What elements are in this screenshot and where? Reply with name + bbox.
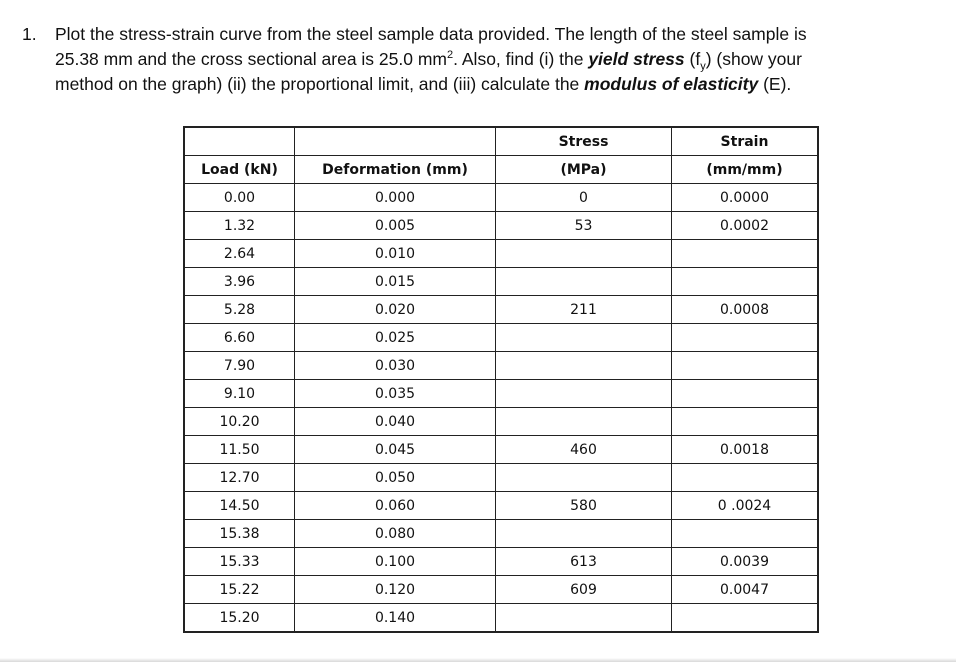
problem-line-3b: (E). bbox=[758, 74, 792, 94]
table-row bbox=[184, 436, 818, 464]
stress-cell: 460 bbox=[496, 436, 672, 464]
load-cell: 7.90 bbox=[184, 352, 295, 380]
table-body bbox=[184, 184, 818, 633]
table-row bbox=[184, 324, 818, 352]
strain-cell bbox=[672, 268, 819, 296]
deformation-cell: 0.005 bbox=[295, 212, 496, 240]
stress-cell bbox=[496, 604, 672, 633]
strain-cell: 0.0000 bbox=[672, 184, 819, 212]
deformation-cell: 0.140 bbox=[295, 604, 496, 633]
table-row bbox=[184, 240, 818, 268]
problem-line-2a: 25.38 mm and the cross sectional area is 25.0 mm bbox=[55, 49, 447, 69]
stress-cell: 609 bbox=[496, 576, 672, 604]
strain-cell bbox=[672, 380, 819, 408]
problem-number: 1. bbox=[22, 24, 37, 44]
deformation-cell: 0.100 bbox=[295, 548, 496, 576]
stress-cell: 0 bbox=[496, 184, 672, 212]
problem-statement bbox=[22, 22, 922, 97]
stress-cell: 580 bbox=[496, 492, 672, 520]
load-cell: 3.96 bbox=[184, 268, 295, 296]
load-cell: 5.28 bbox=[184, 296, 295, 324]
yield-subscript: y bbox=[700, 60, 706, 73]
stress-cell bbox=[496, 324, 672, 352]
load-cell: 2.64 bbox=[184, 240, 295, 268]
deformation-cell: 0.020 bbox=[295, 296, 496, 324]
stress-cell bbox=[496, 464, 672, 492]
load-cell: 15.38 bbox=[184, 520, 295, 548]
strain-cell bbox=[672, 604, 819, 633]
load-cell: 12.70 bbox=[184, 464, 295, 492]
stress-cell: 211 bbox=[496, 296, 672, 324]
stress-cell: 53 bbox=[496, 212, 672, 240]
load-cell: 10.20 bbox=[184, 408, 295, 436]
strain-cell: 0.0002 bbox=[672, 212, 819, 240]
table-row bbox=[184, 380, 818, 408]
strain-cell: 0.0047 bbox=[672, 576, 819, 604]
stress-cell: 613 bbox=[496, 548, 672, 576]
header-deformation: Deformation (mm) bbox=[295, 156, 496, 184]
problem-line-3a: method on the graph) (ii) the proportional limit, and (iii) calculate the bbox=[55, 74, 585, 94]
strain-cell: 0.0018 bbox=[672, 436, 819, 464]
load-cell: 0.00 bbox=[184, 184, 295, 212]
problem-line-1: Plot the stress-strain curve from the steel sample data provided. The length of the steel sample is bbox=[55, 24, 807, 44]
deformation-cell: 0.030 bbox=[295, 352, 496, 380]
table-row bbox=[184, 520, 818, 548]
problem-text bbox=[55, 22, 922, 97]
strain-cell bbox=[672, 464, 819, 492]
stress-cell bbox=[496, 268, 672, 296]
load-cell: 14.50 bbox=[184, 492, 295, 520]
header-load: Load (kN) bbox=[184, 156, 295, 184]
deformation-cell: 0.015 bbox=[295, 268, 496, 296]
header-def-top bbox=[295, 127, 496, 156]
deformation-cell: 0.010 bbox=[295, 240, 496, 268]
header-row-bottom bbox=[184, 156, 818, 184]
deformation-cell: 0.060 bbox=[295, 492, 496, 520]
load-cell: 1.32 bbox=[184, 212, 295, 240]
area-exponent: 2 bbox=[447, 49, 454, 62]
table-row bbox=[184, 268, 818, 296]
stress-cell bbox=[496, 520, 672, 548]
table-row bbox=[184, 464, 818, 492]
header-row-top bbox=[184, 127, 818, 156]
table-row bbox=[184, 408, 818, 436]
strain-cell bbox=[672, 352, 819, 380]
table-row bbox=[184, 212, 818, 240]
header-load-top bbox=[184, 127, 295, 156]
stress-cell bbox=[496, 240, 672, 268]
deformation-cell: 0.025 bbox=[295, 324, 496, 352]
header-strain-top: Strain bbox=[672, 127, 819, 156]
load-cell: 15.20 bbox=[184, 604, 295, 633]
strain-cell bbox=[672, 408, 819, 436]
strain-cell: 0 .0024 bbox=[672, 492, 819, 520]
strain-cell: 0.0039 bbox=[672, 548, 819, 576]
problem-line-2d: ) (show your bbox=[705, 49, 802, 69]
deformation-cell: 0.040 bbox=[295, 408, 496, 436]
strain-cell bbox=[672, 324, 819, 352]
table-row bbox=[184, 296, 818, 324]
table-row bbox=[184, 576, 818, 604]
strain-cell bbox=[672, 520, 819, 548]
modulus-label: modulus of elasticity bbox=[584, 74, 759, 94]
table-row bbox=[184, 352, 818, 380]
load-cell: 11.50 bbox=[184, 436, 295, 464]
deformation-cell: 0.035 bbox=[295, 380, 496, 408]
table-row bbox=[184, 548, 818, 576]
stress-cell bbox=[496, 380, 672, 408]
deformation-cell: 0.080 bbox=[295, 520, 496, 548]
yield-stress-label: yield stress bbox=[588, 49, 685, 69]
table-row bbox=[184, 492, 818, 520]
load-cell: 6.60 bbox=[184, 324, 295, 352]
stress-cell bbox=[496, 352, 672, 380]
deformation-cell: 0.120 bbox=[295, 576, 496, 604]
steel-sample-data-table bbox=[183, 126, 819, 633]
header-stress-top: Stress bbox=[496, 127, 672, 156]
table-row bbox=[184, 184, 818, 212]
page-edge bbox=[0, 658, 956, 662]
load-cell: 15.22 bbox=[184, 576, 295, 604]
table-row bbox=[184, 604, 818, 633]
deformation-cell: 0.050 bbox=[295, 464, 496, 492]
deformation-cell: 0.000 bbox=[295, 184, 496, 212]
deformation-cell: 0.045 bbox=[295, 436, 496, 464]
load-cell: 15.33 bbox=[184, 548, 295, 576]
strain-cell: 0.0008 bbox=[672, 296, 819, 324]
header-stress-unit: (MPa) bbox=[496, 156, 672, 184]
problem-line-2b: . Also, find (i) the bbox=[453, 49, 589, 69]
problem-line-2c: (f bbox=[684, 49, 701, 69]
stress-cell bbox=[496, 408, 672, 436]
strain-cell bbox=[672, 240, 819, 268]
header-strain-unit: (mm/mm) bbox=[672, 156, 819, 184]
load-cell: 9.10 bbox=[184, 380, 295, 408]
